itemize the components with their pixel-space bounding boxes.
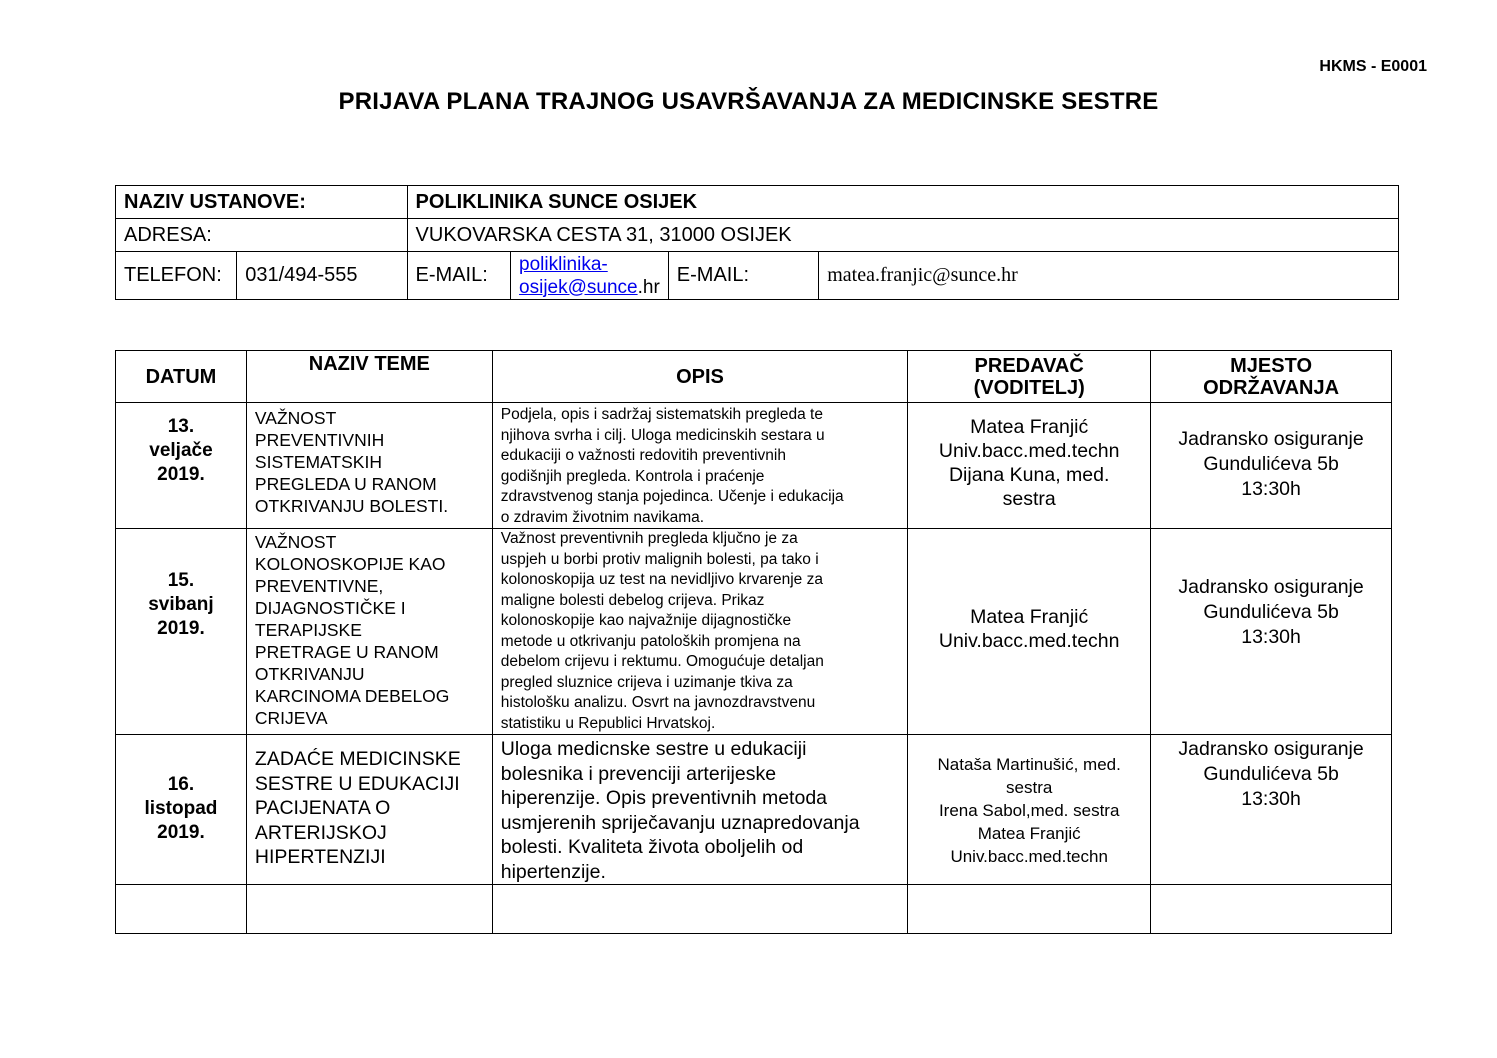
cell-line: maligne bolesti debelog crijeva. Prikaz [500, 591, 765, 609]
row2-date [116, 529, 247, 735]
page-title: PRIJAVA PLANA TRAJNOG USAVRŠAVANJA ZA MEDICINSKE SESTRE [338, 88, 1159, 115]
cell-line: KOLONOSKOPIJE KAO [254, 554, 446, 574]
cell-line: Univ.bacc.med.techn [938, 440, 1120, 462]
training-plan-table [115, 350, 1392, 934]
cell-line: KARCINOMA DEBELOG [254, 686, 450, 706]
row3-lecturer [908, 735, 1151, 885]
cell-line: hipertenzije. [500, 860, 606, 883]
row2-place [1151, 529, 1392, 735]
empty-cell [908, 885, 1151, 934]
cell-line: kolonoskopija uz test na nevidljivo krvarenje za [500, 571, 823, 588]
table-row [116, 529, 1392, 735]
cell-line: pregled sluznice crijeva i uzimanje tkiva za [500, 673, 793, 691]
cell-line: Jadransko osiguranje [1178, 738, 1364, 760]
cell-line: VAŽNOST [254, 532, 337, 552]
cell-line: Važnost preventivnih pregleda ključno je za [500, 530, 798, 547]
cell-line: Univ.bacc.med.techn [938, 630, 1120, 652]
cell-line: ARTERIJSKOJ [254, 821, 387, 844]
row3-date [116, 735, 247, 885]
adresa-label: ADRESA: [116, 219, 408, 252]
cell-line: veljače [149, 440, 213, 461]
cell-line: Gundulićeva 5b [1203, 453, 1339, 475]
cell-line: histološku analizu. Osvrt na javnozdravstvenu [500, 694, 816, 711]
row1-lecturer [908, 403, 1151, 529]
cell-line: Matea Franjić [977, 824, 1081, 843]
header-predavac: PREDAVAČ (VODITELJ) [908, 351, 1151, 403]
cell-line: svibanj [148, 594, 214, 615]
table-row [116, 403, 1392, 529]
telefon-label: TELEFON: [116, 252, 237, 300]
cell-line: OTKRIVANJU BOLESTI. [254, 496, 449, 516]
empty-cell [246, 885, 492, 934]
header-row [116, 351, 1392, 403]
cell-line: Uloga medicnske sestre u edukaciji [500, 738, 807, 760]
cell-line: OTKRIVANJU [254, 664, 365, 684]
cell-line: Podjela, opis i sadržaj sistematskih pregleda te [500, 406, 823, 423]
cell-line: 2019. [157, 618, 205, 639]
row2-description [492, 529, 907, 735]
cell-line: listopad [144, 798, 218, 819]
cell-line: statistiku u Republici Hrvatskoj. [500, 714, 716, 732]
header-mjesto: MJESTO ODRŽAVANJA [1151, 351, 1392, 403]
empty-cell [492, 885, 907, 934]
cell-line: SESTRE U EDUKACIJI [254, 772, 460, 795]
cell-line: Irena Sabol,med. sestra [938, 801, 1120, 820]
email-label-2: E-MAIL: [668, 252, 818, 300]
row1-place [1151, 403, 1392, 529]
cell-line: sestra [1002, 488, 1056, 510]
email-value-1: poliklinika- osijek@sunce.hr [511, 252, 669, 300]
cell-line: bolesnika i prevenciji arterijeske [500, 762, 777, 785]
cell-line: 16. [167, 774, 195, 795]
adresa-value: VUKOVARSKA CESTA 31, 31000 OSIJEK [407, 219, 1398, 252]
cell-line: ZADAĆE MEDICINSKE [254, 748, 461, 770]
empty-cell [1151, 885, 1392, 934]
cell-line: Matea Franjić [970, 606, 1089, 628]
cell-line: SISTEMATSKIH [254, 452, 382, 472]
email-link[interactable]: poliklinika- osijek@sunce [519, 253, 638, 298]
cell-line: 2019. [157, 464, 205, 485]
row1-topic [246, 403, 492, 529]
row3-topic [246, 735, 492, 885]
cell-line: Nataša Martinušić, med. [937, 755, 1121, 774]
institution-info-table [115, 185, 1399, 300]
row3-place [1151, 735, 1392, 885]
cell-line: njihova svrha i cilj. Uloga medicinskih sestara u [500, 426, 825, 444]
cell-line: Univ.bacc.med.techn [950, 847, 1108, 866]
cell-line: hiperenzije. Opis preventivnih metoda [500, 787, 828, 809]
cell-line: 2019. [157, 822, 205, 843]
cell-line: sestra [1006, 778, 1053, 797]
cell-line: PREVENTIVNE, [254, 576, 384, 596]
cell-line: o zdravim životnim navikama. [500, 508, 705, 526]
naziv-label: NAZIV USTANOVE: [116, 186, 408, 219]
cell-line: TERAPIJSKE [254, 620, 362, 640]
header-naziv-teme: NAZIV TEME [246, 351, 492, 403]
header-datum: DATUM [116, 351, 247, 403]
cell-line: PACIJENATA O [254, 797, 391, 819]
cell-line: zdravstvenog stanja pojedinca. Učenje i edukacija [500, 488, 844, 505]
cell-line: PREGLEDA U RANOM [254, 474, 437, 494]
cell-line: 13:30h [1241, 788, 1301, 810]
email-label-1: E-MAIL: [407, 252, 510, 300]
row3-description [492, 735, 907, 885]
naziv-value: POLIKLINIKA SUNCE OSIJEK [407, 186, 1398, 219]
table-row-empty [116, 885, 1392, 934]
cell-line: usmjerenih spriječavanju uznapredovanja [500, 811, 860, 834]
cell-line: debelom crijevu i rektumu. Omogućuje detaljan [500, 653, 824, 670]
cell-line: Matea Franjić [970, 416, 1089, 438]
cell-line: 13. [167, 416, 195, 437]
cell-line: 13:30h [1241, 478, 1301, 500]
row2-lecturer [908, 529, 1151, 735]
cell-line: metode u otkrivanju patoloških promjena na [500, 632, 801, 650]
cell-line: edukaciji o važnosti redovitih preventivnih [500, 447, 786, 464]
cell-line: HIPERTENZIJI [254, 846, 386, 868]
cell-line: Jadransko osiguranje [1178, 576, 1364, 598]
cell-line: CRIJEVA [254, 708, 328, 728]
row2-topic [246, 529, 492, 735]
cell-line: Jadransko osiguranje [1178, 428, 1364, 450]
row1-description [492, 403, 907, 529]
row1-date [116, 403, 247, 529]
cell-line: bolesti. Kvaliteta života oboljelih od [500, 836, 804, 858]
cell-line: uspjeh u borbi protiv malignih bolesti, pa tako i [500, 550, 819, 568]
cell-line: 15. [167, 570, 195, 591]
cell-line: Dijana Kuna, med. [948, 464, 1110, 486]
form-code: HKMS - E0001 [1319, 58, 1427, 75]
cell-line: Gundulićeva 5b [1203, 601, 1339, 623]
telefon-value: 031/494-555 [237, 252, 407, 300]
cell-line: VAŽNOST [254, 408, 337, 428]
cell-line: godišnjih pregleda. Kontrola i praćenje [500, 467, 765, 485]
cell-line: Gundulićeva 5b [1203, 763, 1339, 785]
cell-line: PREVENTIVNIH [254, 430, 385, 450]
cell-line: DIJAGNOSTIČKE I [254, 598, 406, 618]
cell-line: 13:30h [1241, 626, 1301, 648]
cell-line: kolonoskopije kao najvažnije dijagnostičke [500, 612, 792, 629]
empty-cell [116, 885, 247, 934]
header-opis: OPIS [492, 351, 907, 403]
cell-line: PRETRAGE U RANOM [254, 642, 439, 662]
table-row [116, 735, 1392, 885]
email-value-2: matea.franjic@sunce.hr [819, 252, 1399, 300]
